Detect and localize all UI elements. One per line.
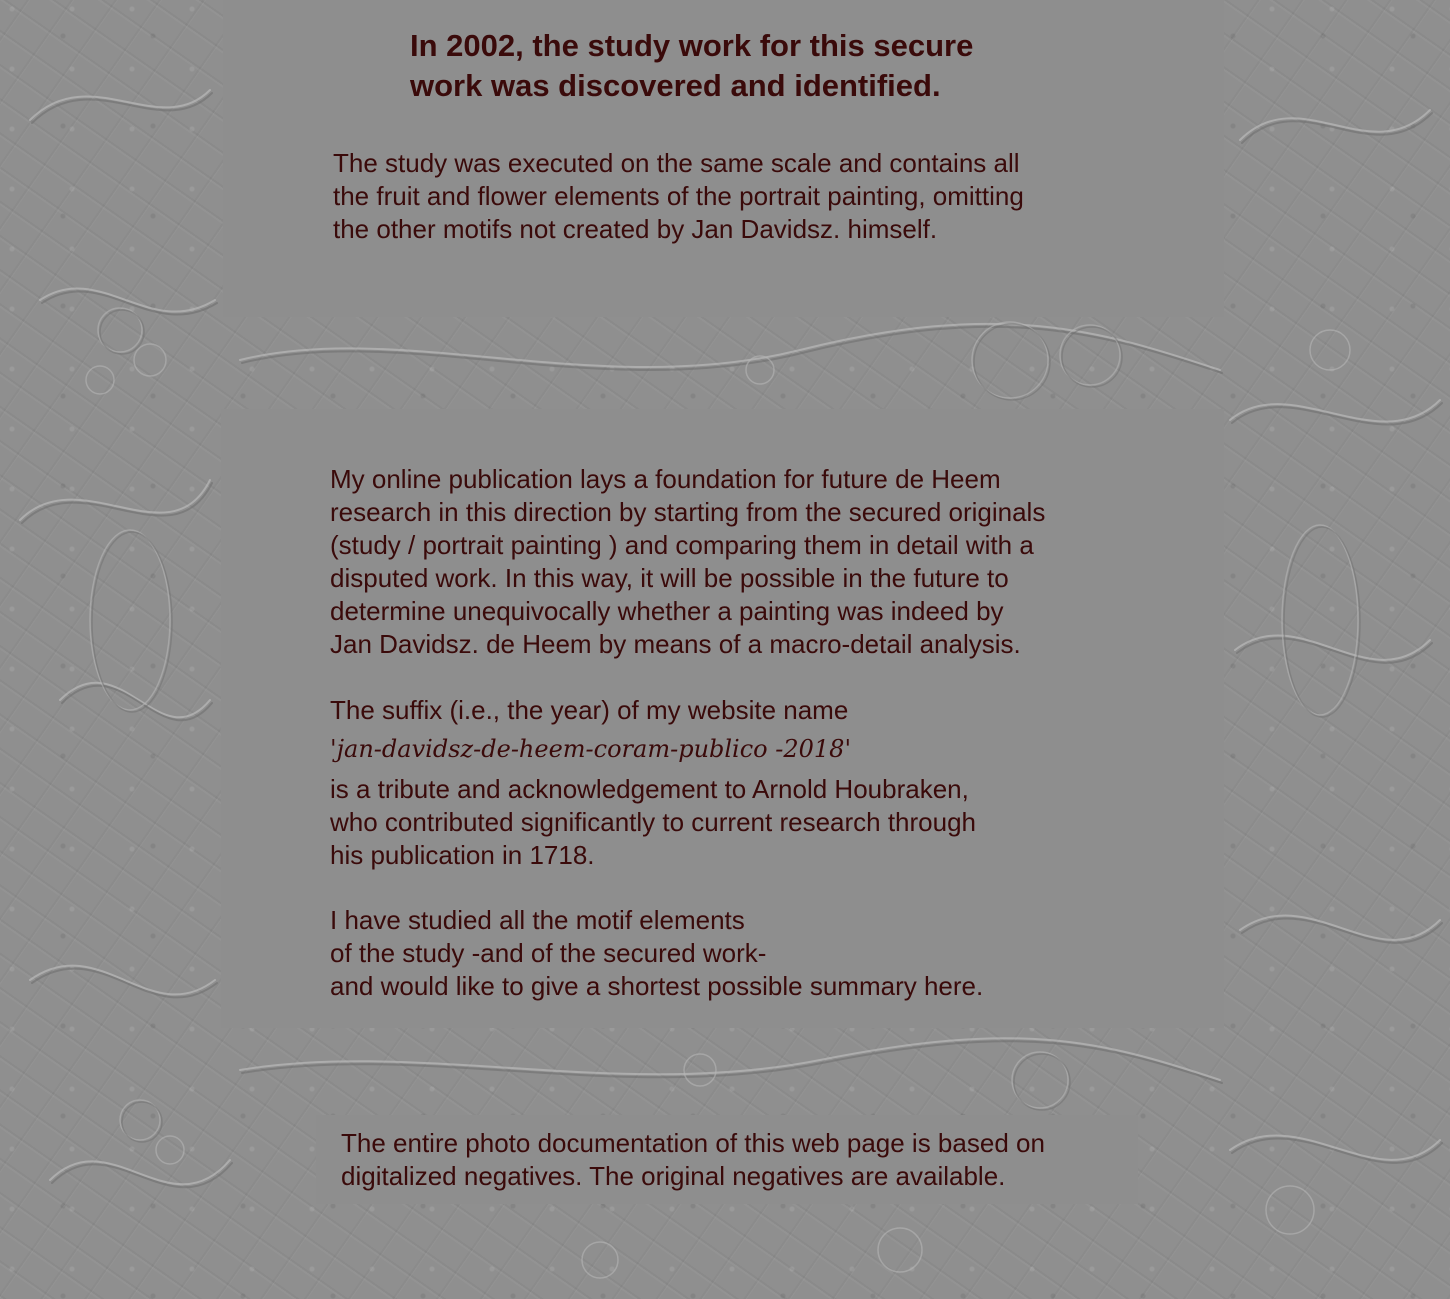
publication-paragraph: My online publication lays a foundation for future de Heem research in this direction by starting from the secured originals (study / portrait painting ) and comparing them in detail with a disputed work. In this way, it will be possible in the future to determine unequivocally whether a painting was indeed by Jan Davidsz. de Heem by means of a macro-detail analysis. — [330, 464, 1046, 659]
page-heading: In 2002, the study work for this secure work was discovered and identified. — [410, 28, 974, 103]
photo-documentation-note: The entire photo documentation of this web page is based on digitalized negatives. The original negatives are available. — [341, 1128, 1045, 1191]
middle-text-panel — [221, 409, 1224, 1028]
study-description: The study was executed on the same scale and contains all the fruit and flower elements of the portrait painting, omitting the other motifs not created by Jan Davidsz. himself. — [333, 148, 1024, 244]
houbraken-tribute-paragraph: is a tribute and acknowledgement to Arnold Houbraken, who contributed significantly to current research through his publication in 1718. — [330, 774, 977, 870]
top-text-panel — [223, 0, 1224, 317]
bottom-text-panel — [316, 1115, 1138, 1204]
website-suffix-intro: The suffix (i.e., the year) of my website name — [330, 695, 849, 725]
summary-paragraph: I have studied all the motif elements of the study -and of the secured work- and would like to give a shortest possible summary here. — [330, 905, 984, 1001]
website-name: 'jan-davidsz-de-heem-coram-publico -2018' — [330, 735, 852, 763]
